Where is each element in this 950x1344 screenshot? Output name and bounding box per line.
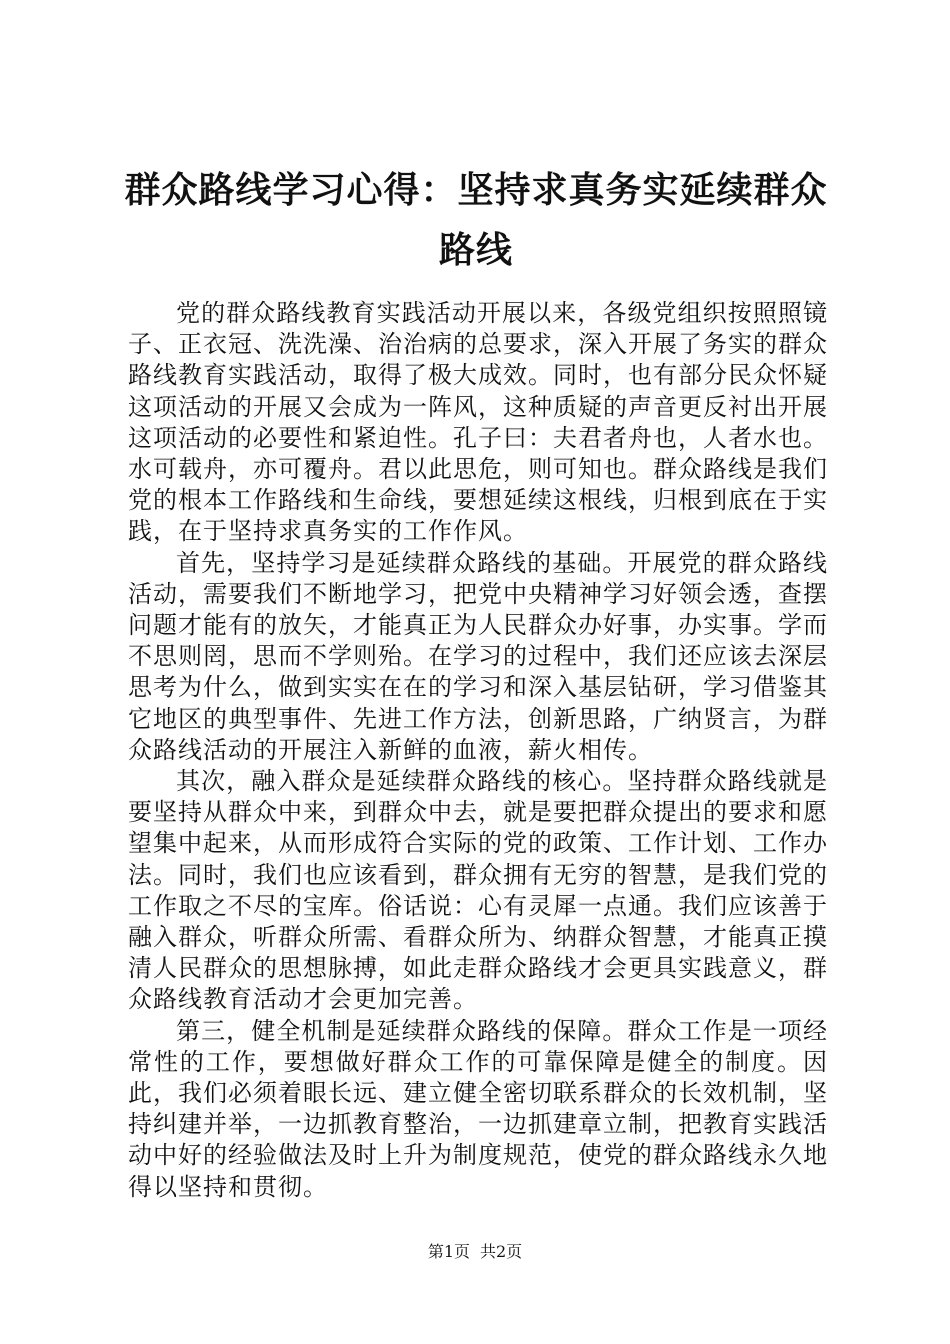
document-body [128, 298, 828, 1203]
paragraph-second-point: 其次，融入群众是延续群众路线的核心。坚持群众路线就是要坚持从群众中来，到群众中去，就是要把群众提出的要求和愿望集中起来，从而形成符合实际的党的政策、工作计划、工作办法。同时，我们也应该看到，群众拥有无穷的智慧，是我们党的工作取之不尽的宝库。俗话说：心有灵犀一点通。我们应该善于融入群众，听群众所需、看群众所为、纳群众智慧，才能真正摸清人民群众的思想脉搏，如此走群众路线才会更具实践意义，群众路线教育活动才会更加完善。 [128, 767, 828, 1014]
paragraph-first-point: 首先，坚持学习是延续群众路线的基础。开展党的群众路线活动，需要我们不断地学习，把党中央精神学习好领会透，查摆问题才能有的放矢，才能真正为人民群众办好事，办实事。学而不思则罔，思而不学则殆。在学习的过程中，我们还应该去深层思考为什么，做到实实在在的学习和深入基层钻研，学习借鉴其它地区的典型事件、先进工作方法，创新思路，广纳贤言，为群众路线活动的开展注入新鲜的血液，薪火相传。 [128, 548, 828, 764]
page-number: 第1页 [427, 1242, 470, 1261]
page-total: 共2页 [480, 1242, 523, 1261]
paragraph-intro: 党的群众路线教育实践活动开展以来，各级党组织按照照镜子、正衣冠、洗洗澡、治治病的总要求，深入开展了务实的群众路线教育实践活动，取得了极大成效。同时，也有部分民众怀疑这项活动的开展又会成为一阵风，这种质疑的声音更反衬出开展这项活动的必要性和紧迫性。孔子曰：夫君者舟也，人者水也。水可载舟，亦可覆舟。君以此思危，则可知也。群众路线是我们党的根本工作路线和生命线，要想延续这根线，归根到底在于实践，在于坚持求真务实的工作作风。 [128, 299, 828, 546]
paragraph-third-point: 第三，健全机制是延续群众路线的保障。群众工作是一项经常性的工作，要想做好群众工作的可靠保障是健全的制度。因此，我们必须着眼长远、建立健全密切联系群众的长效机制，坚持纠建并举，一边抓教育整治，一边抓建章立制，把教育实践活动中好的经验做法及时上升为制度规范，使党的群众路线永久地得以坚持和贯彻。 [128, 1016, 828, 1201]
document-title: 群众路线学习心得：坚持求真务实延续群众路线 [124, 169, 828, 271]
page-footer [0, 1242, 950, 1262]
